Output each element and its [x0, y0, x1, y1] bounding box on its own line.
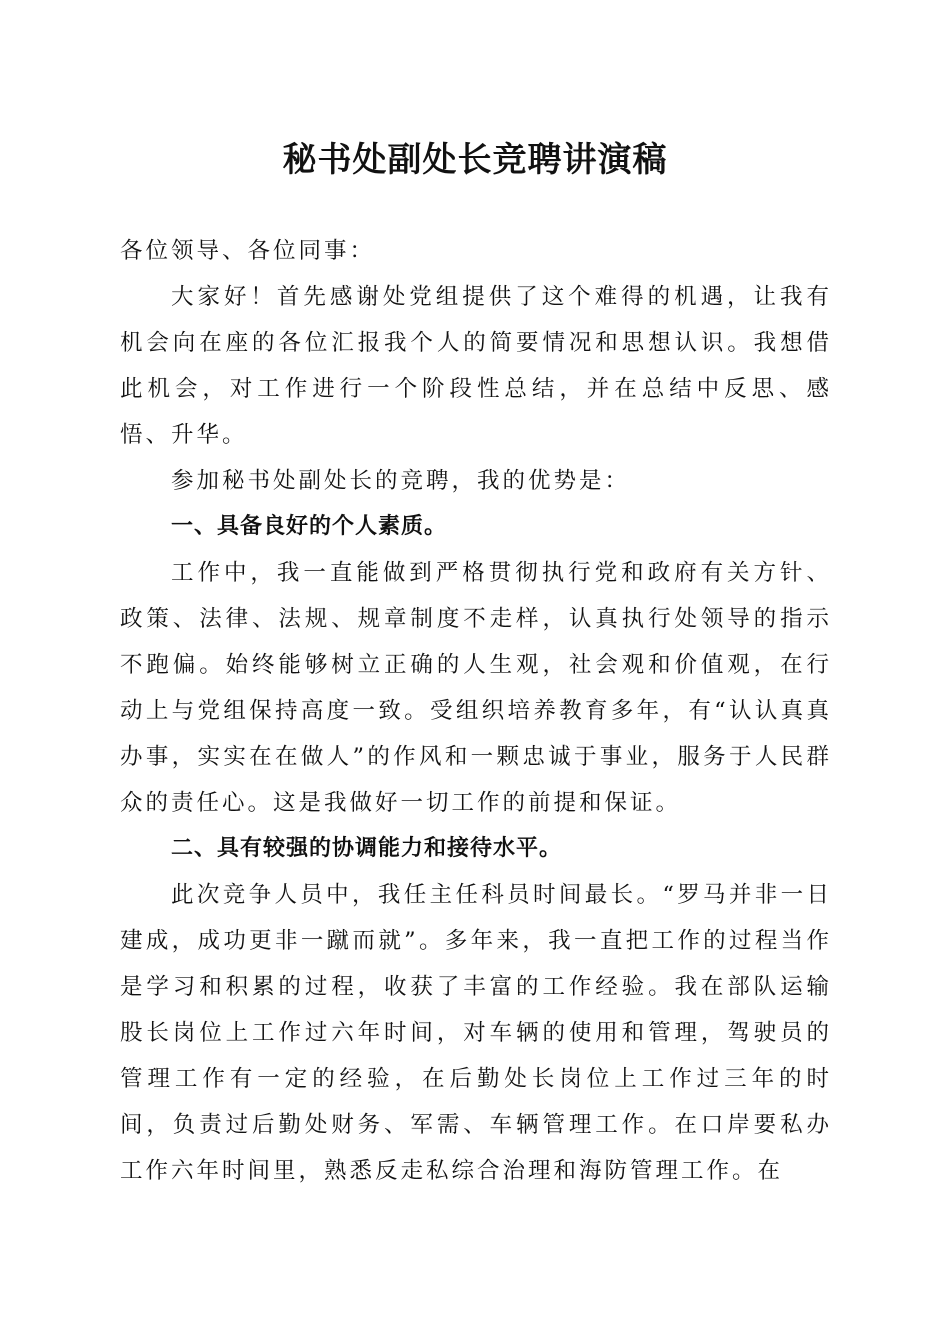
document-body — [120, 228, 832, 1194]
section-heading-1: 一、具备良好的个人素质。 — [171, 514, 448, 539]
section-heading-2: 二、具有较强的协调能力和接待水平。 — [171, 836, 563, 861]
paragraph-personal-quality: 工作中，我一直能做到严格贯彻执行党和政府有关方针、政策、法律、法规、规章制度不走样，认真执行处领导的指示不跑偏。始终能够树立正确的人生观，社会观和价值观，在行动上与党组保持高度一致。受组织培养教育多年，有“认认真真办事，实实在在做人”的作风和一颗忠诚于事业，服务于人民群众的责任心。这是我做好一切工作的前提和保证。 — [120, 560, 832, 816]
paragraph-advantages-intro: 参加秘书处副处长的竞聘，我的优势是： — [171, 468, 631, 494]
paragraph-coordination: 此次竞争人员中，我任主任科员时间最长。“罗马并非一日建成，成功更非一蹴而就”。多年来，我一直把工作的过程当作是学习和积累的过程，收获了丰富的工作经验。我在部队运输股长岗位上工作过六年时间，对车辆的使用和管理，驾驶员的管理工作有一定的经验，在后勤处长岗位上工作过三年的时间，负责过后勤处财务、军需、车辆管理工作。在口岸要私办工作六年时间里，熟悉反走私综合治理和海防管理工作。在 — [120, 882, 832, 1184]
paragraph-greeting: 大家好！首先感谢处党组提供了这个难得的机遇，让我有机会向在座的各位汇报我个人的简要情况和思想认识。我想借此机会，对工作进行一个阶段性总结，并在总结中反思、感悟、升华。 — [120, 284, 832, 448]
salutation: 各位领导、各位同事： — [120, 238, 376, 264]
document-title: 秘书处副处长竞聘讲演稿 — [282, 140, 668, 180]
